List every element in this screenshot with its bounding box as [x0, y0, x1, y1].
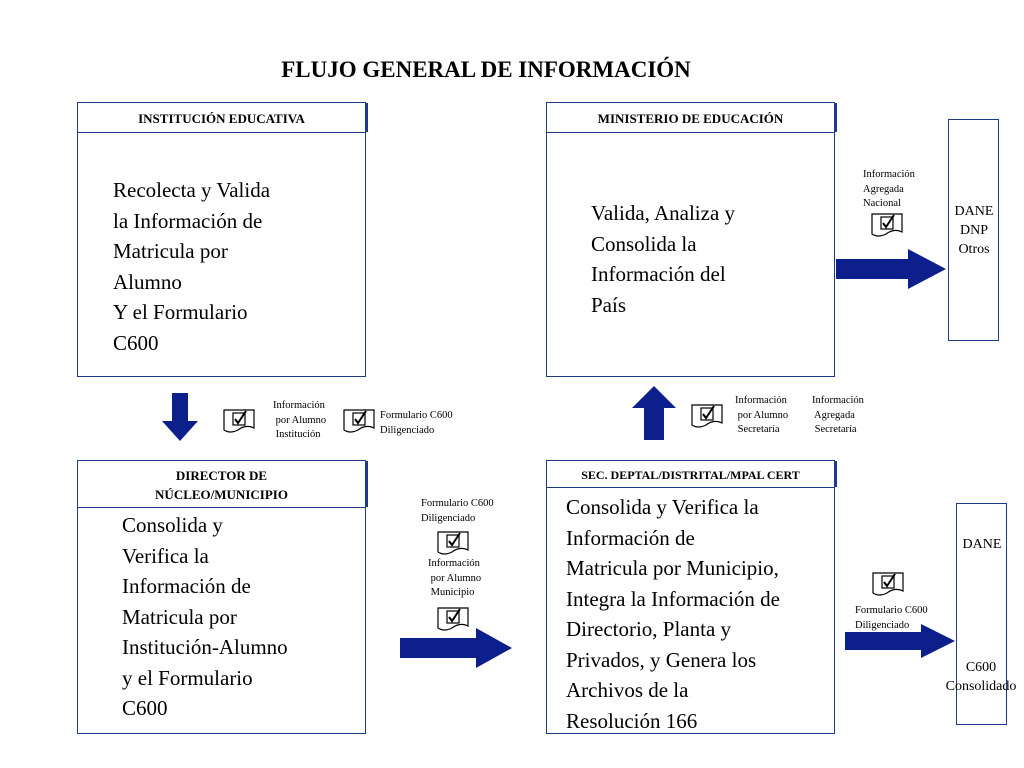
institucion-header: INSTITUCIÓN EDUCATIVA [77, 102, 366, 133]
down-arrow [160, 393, 200, 443]
label-formulario-c600-right: Formulario C600 Diligenciado [855, 605, 928, 631]
secretaria-header: SEC. DEPTAL/DISTRITAL/MPAL CERT [546, 460, 835, 488]
institucion-text: Recolecta y Valida la Información de Matricula por Alumno Y el Formulario C600 [113, 178, 271, 355]
right-arrow-to-secretaria [400, 628, 514, 670]
dane-label: DANE [962, 537, 1002, 552]
right-arrow-to-dane-dnp [836, 249, 948, 291]
document-check-icon [436, 606, 470, 632]
document-check-icon [222, 408, 256, 434]
dane-dnp-text: DANE DNP Otros [954, 204, 994, 257]
ministerio-text: Valida, Analiza y Consolida la Información del País [591, 201, 736, 317]
document-check-icon [871, 571, 905, 597]
document-check-icon [436, 530, 470, 556]
up-arrow [632, 386, 676, 440]
ministerio-header: MINISTERIO DE EDUCACIÓN [546, 102, 835, 133]
director-text: Consolida y Verifica la Información de Matricula por Institución-Alumno y el Formulario C600 [122, 513, 288, 720]
document-check-icon [342, 408, 376, 434]
c600-consolidado-label: C600 Consolidado [945, 660, 1017, 694]
label-info-agregada-secretaria: Información Agregada Secretaría [812, 395, 864, 435]
secretaria-text: Consolida y Verifica la Información de Matricula por Municipio, Integra la Información de Directorio, Planta y Privados, y Genera los Archivos de la Resolución 166 [566, 495, 780, 733]
document-check-icon [870, 212, 904, 238]
label-formulario-c600-mid: Formulario C600 Diligenciado [421, 498, 494, 524]
diagram-title: FLUJO GENERAL DE INFORMACIÓN [281, 57, 691, 82]
label-info-alumno-secretaria: Información por Alumno Secretaría [735, 395, 789, 435]
document-check-icon [690, 403, 724, 429]
label-formulario-c600-left: Formulario C600 Diligenciado [380, 410, 453, 436]
label-info-agregada-nacional: Información Agregada Nacional [863, 169, 915, 209]
label-info-alumno-institucion: Información por Alumno Institución [273, 400, 327, 440]
label-info-alumno-municipio: Información por Alumno Municipio [428, 558, 482, 598]
director-header: DIRECTOR DE NÚCLEO/MUNICIPIO [77, 460, 366, 508]
